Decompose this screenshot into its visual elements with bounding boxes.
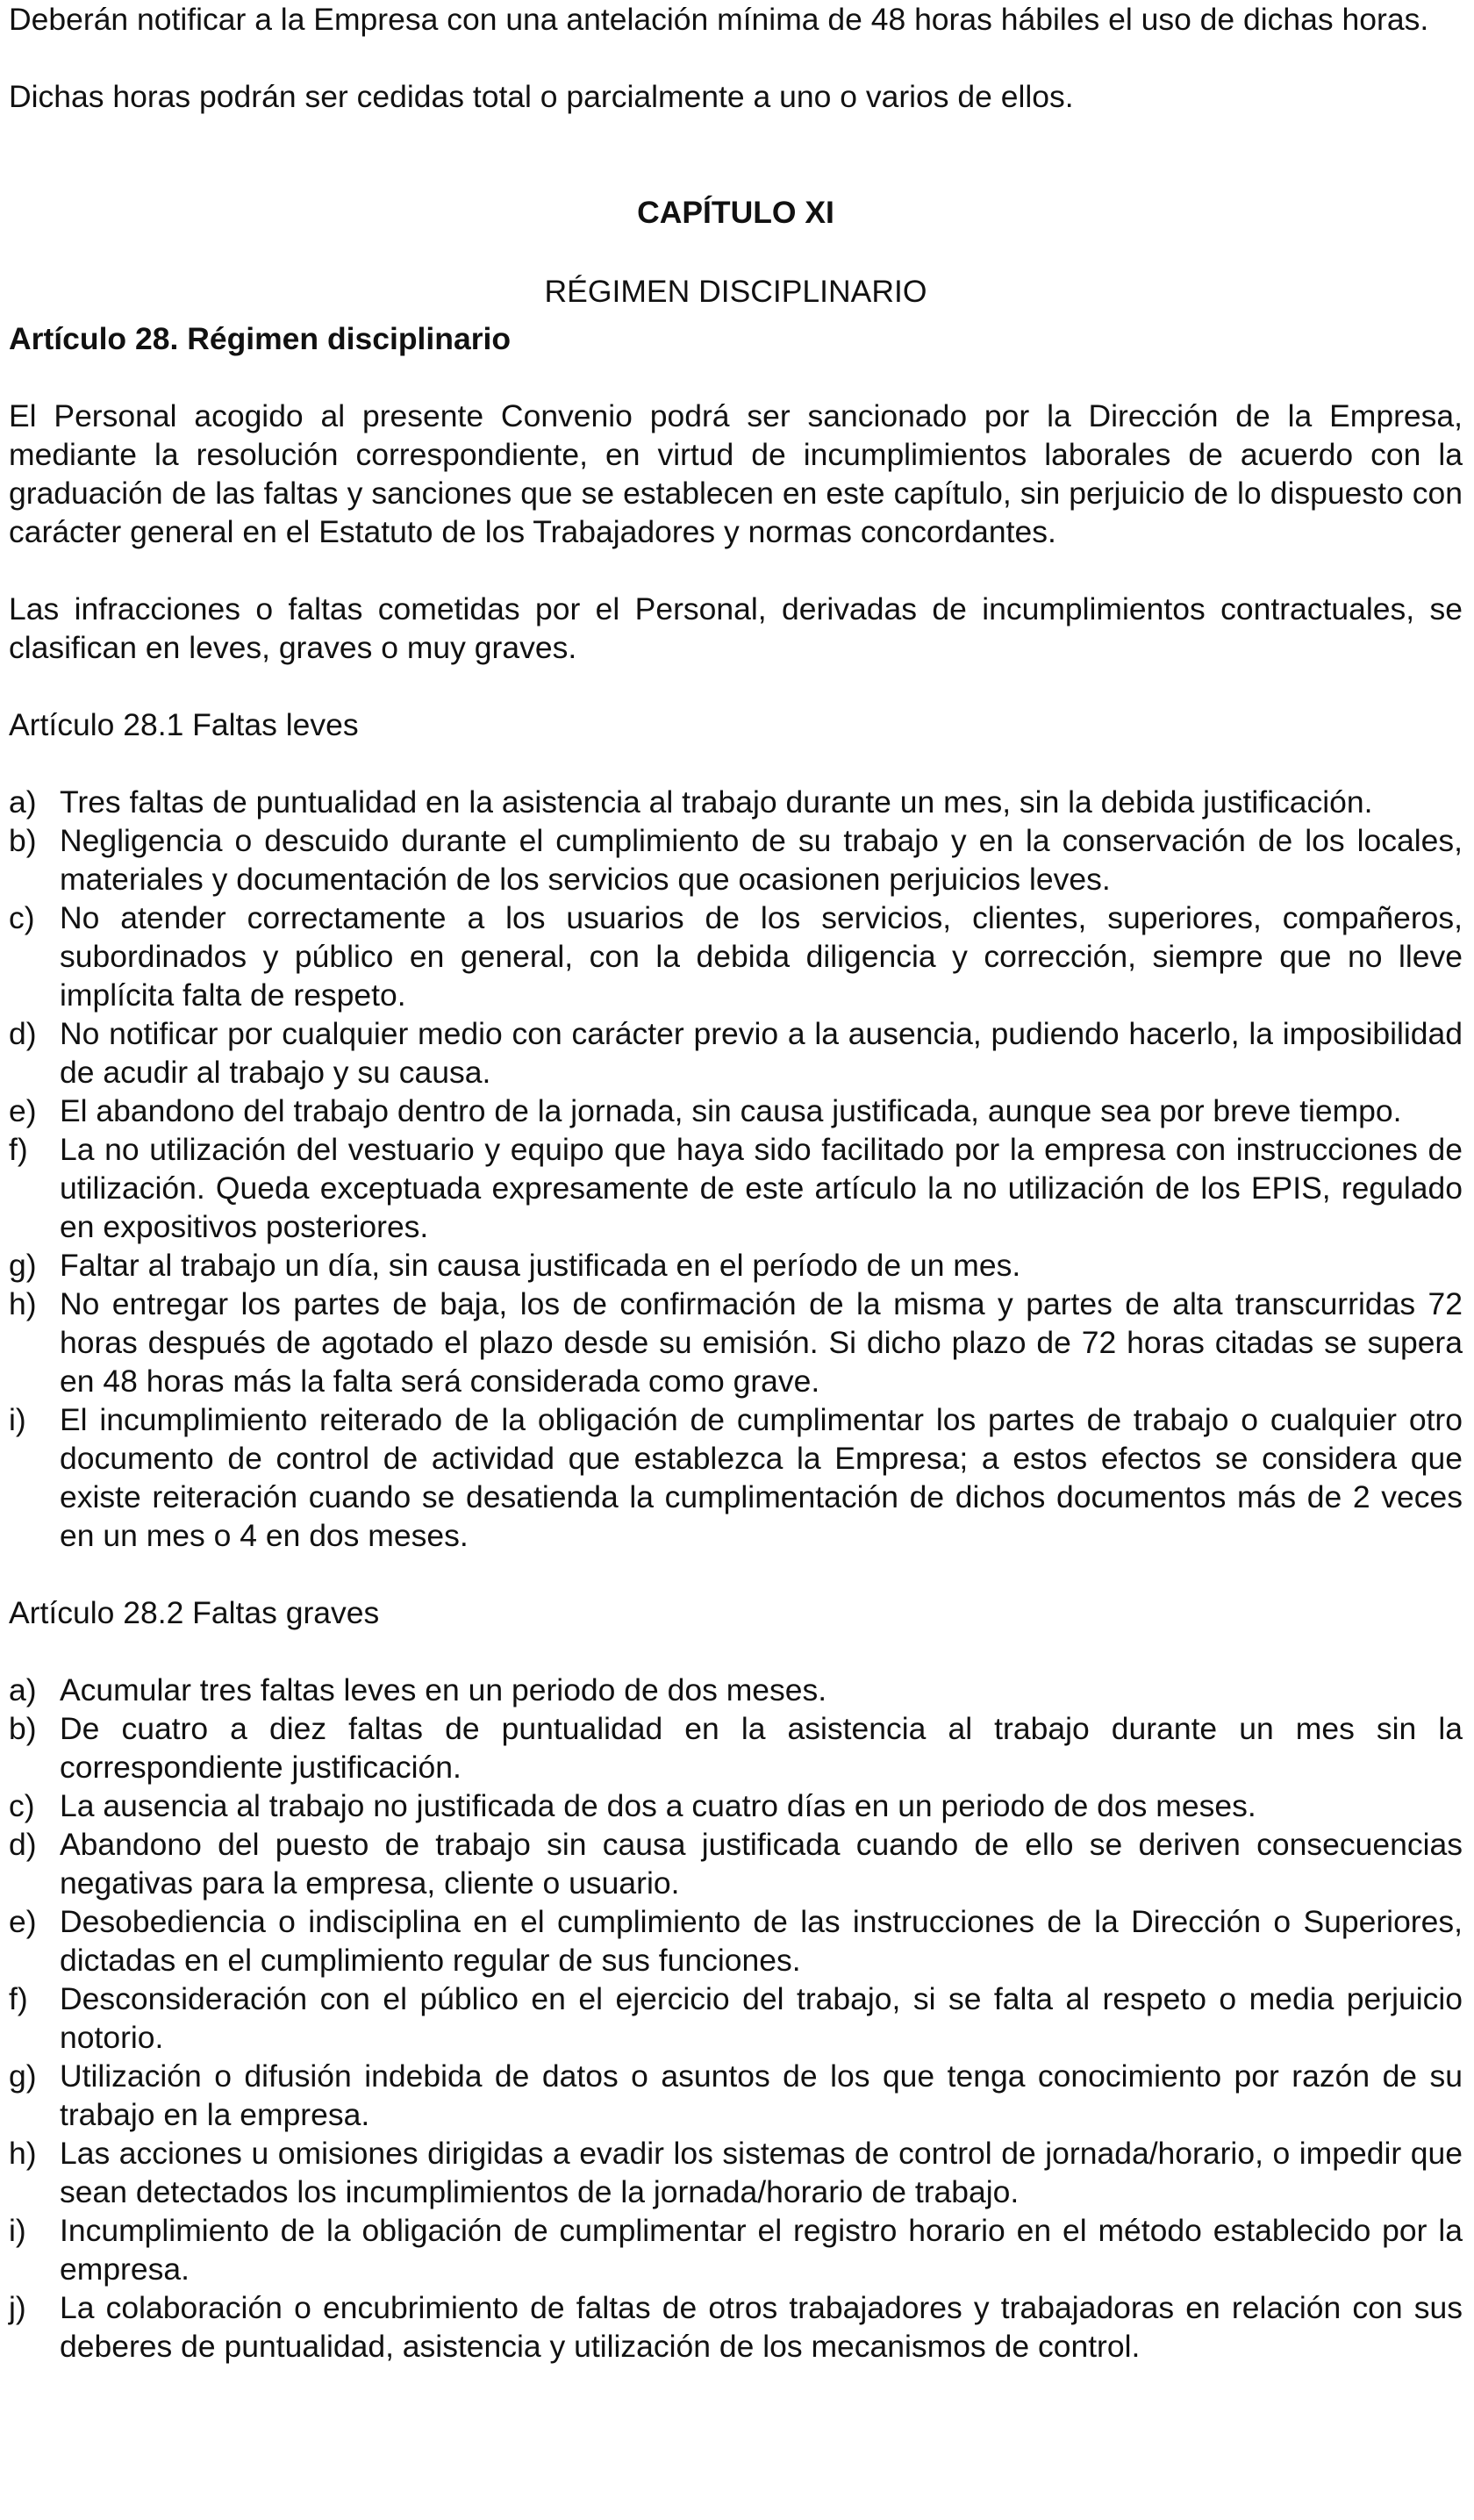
leves-list (9, 783, 1463, 1555)
list-item (9, 1902, 1463, 1979)
list-marker: i) (9, 1402, 26, 1437)
list-item (9, 821, 1463, 898)
list-item-text: No atender correctamente a los usuarios de los servicios, clientes, superiores, compañeros, subordinados y público en general, con la debida diligencia y corrección, siempre que no lleve implícita falta de respeto. (60, 900, 1463, 1013)
list-item-text: Faltar al trabajo un día, sin causa justificada en el período de un mes. (60, 1248, 1021, 1283)
list-item-text: Incumplimiento de la obligación de cumplimentar el registro horario en el método establecido por la empresa. (60, 2213, 1463, 2287)
list-item (9, 2288, 1463, 2366)
article-heading: Artículo 28. Régimen disciplinario (9, 321, 512, 356)
list-item (9, 2057, 1463, 2134)
list-item-text: Desobediencia o indisciplina en el cumplimiento de las instrucciones de la Dirección o Superiores, dictadas en el cumplimiento regular de sus funciones. (60, 1904, 1463, 1978)
list-item-text: La colaboración o encubrimiento de faltas de otros trabajadores y trabajadoras en relación con sus deberes de puntualidad, asistencia y utilización de los mecanismos de control. (60, 2290, 1463, 2364)
list-item (9, 1825, 1463, 1902)
chapter-number: CAPÍTULO XI (637, 195, 834, 230)
list-item-text: Las acciones u omisiones dirigidas a evadir los sistemas de control de jornada/horario, o impedir que sean detectados los incumplimientos de la jornada/horario de trabajo. (60, 2136, 1463, 2209)
list-item (9, 1092, 1463, 1130)
list-item (9, 1014, 1463, 1092)
list-marker: a) (9, 1672, 37, 1707)
list-item-text: No notificar por cualquier medio con carácter previo a la ausencia, pudiendo hacerlo, la imposibilidad de acudir al trabajo y su causa. (60, 1016, 1463, 1090)
list-marker: d) (9, 1016, 37, 1051)
list-item-text: Negligencia o descuido durante el cumplimiento de su trabajo y en la conservación de los locales, materiales y documentación de los servicios que ocasionen perjuicios leves. (60, 823, 1463, 897)
chapter-title: RÉGIMEN DISCIPLINARIO (544, 274, 927, 309)
list-marker: b) (9, 1711, 37, 1746)
list-item (9, 1285, 1463, 1400)
list-marker: f) (9, 1132, 28, 1167)
list-item (9, 2211, 1463, 2288)
list-marker: h) (9, 2136, 37, 2171)
list-item (9, 1246, 1463, 1285)
list-item-text: Acumular tres faltas leves en un periodo de dos meses. (60, 1672, 827, 1707)
list-marker: c) (9, 900, 35, 935)
list-item (9, 1979, 1463, 2057)
list-item-text: No entregar los partes de baja, los de confirmación de la misma y partes de alta transcurridas 72 horas después de agotado el plazo desde su emisión. Si dicho plazo de 72 horas citadas se supera en 48 horas más la falta será considerada como grave. (60, 1286, 1463, 1399)
intro-paragraph-cession: Dichas horas podrán ser cedidas total o parcialmente a uno o varios de ellos. (9, 79, 1074, 114)
list-item-text: Tres faltas de puntualidad en la asistencia al trabajo durante un mes, sin la debida justificación. (60, 784, 1373, 820)
list-marker: h) (9, 1286, 37, 1321)
list-item (9, 783, 1463, 821)
list-item-text: La ausencia al trabajo no justificada de dos a cuatro días en un periodo de dos meses. (60, 1788, 1256, 1823)
list-item (9, 2134, 1463, 2211)
list-item-text: El abandono del trabajo dentro de la jornada, sin causa justificada, aunque sea por breve tiempo. (60, 1093, 1402, 1128)
list-item (9, 1786, 1463, 1825)
list-item-text: La no utilización del vestuario y equipo que haya sido facilitado por la empresa con instrucciones de utilización. Queda exceptuada expresamente de este artículo la no utilización de los EPIS, regulado en expositivos posteriores. (60, 1132, 1463, 1244)
list-item (9, 1130, 1463, 1246)
intro-paragraph-notice: Deberán notificar a la Empresa con una antelación mínima de 48 horas hábiles el uso de dichas horas. (9, 2, 1429, 37)
list-item-text: Utilización o difusión indebida de datos o asuntos de los que tenga conocimiento por razón de su trabajo en la empresa. (60, 2058, 1463, 2132)
list-item (9, 1709, 1463, 1786)
list-marker: a) (9, 784, 37, 820)
leves-heading: Artículo 28.1 Faltas leves (9, 707, 359, 742)
list-item-text: Abandono del puesto de trabajo sin causa justificada cuando de ello se deriven consecuencias negativas para la empresa, cliente o usuario. (60, 1827, 1463, 1901)
document-page (9, 0, 1463, 2366)
list-item-text: Desconsideración con el público en el ejercicio del trabajo, si se falta al respeto o media perjuicio notorio. (60, 1981, 1463, 2055)
article-paragraph-sanctions: El Personal acogido al presente Convenio podrá ser sancionado por la Dirección de la Empresa, mediante la resolución correspondiente, en virtud de incumplimientos laborales de acuerdo con la graduación de las faltas y sanciones que se establecen en este capítulo, sin perjuicio de lo dispuesto con carácter general en el Estatuto de los Trabajadores y normas concordantes. (9, 398, 1463, 549)
list-item-text: El incumplimiento reiterado de la obligación de cumplimentar los partes de trabajo o cualquier otro documento de control de actividad que establezca la Empresa; a estos efectos se considera que existe reiteración cuando se desatienda la cumplimentación de dichos documentos más de 2 veces en un mes o 4 en dos meses. (60, 1402, 1463, 1553)
list-marker: g) (9, 1248, 37, 1283)
graves-heading: Artículo 28.2 Faltas graves (9, 1595, 380, 1630)
list-item (9, 1671, 1463, 1709)
list-item-text: De cuatro a diez faltas de puntualidad en la asistencia al trabajo durante un mes sin la correspondiente justificación. (60, 1711, 1463, 1785)
article-paragraph-classification: Las infracciones o faltas cometidas por el Personal, derivadas de incumplimientos contractuales, se clasifican en leves, graves o muy graves. (9, 591, 1463, 665)
list-item (9, 898, 1463, 1014)
list-marker: b) (9, 823, 37, 858)
graves-list (9, 1671, 1463, 2366)
list-marker: g) (9, 2058, 37, 2094)
list-marker: e) (9, 1904, 37, 1939)
list-marker: i) (9, 2213, 26, 2248)
list-marker: e) (9, 1093, 37, 1128)
list-item (9, 1400, 1463, 1555)
list-marker: f) (9, 1981, 28, 2016)
list-marker: c) (9, 1788, 35, 1823)
list-marker: j) (9, 2290, 26, 2325)
list-marker: d) (9, 1827, 37, 1862)
